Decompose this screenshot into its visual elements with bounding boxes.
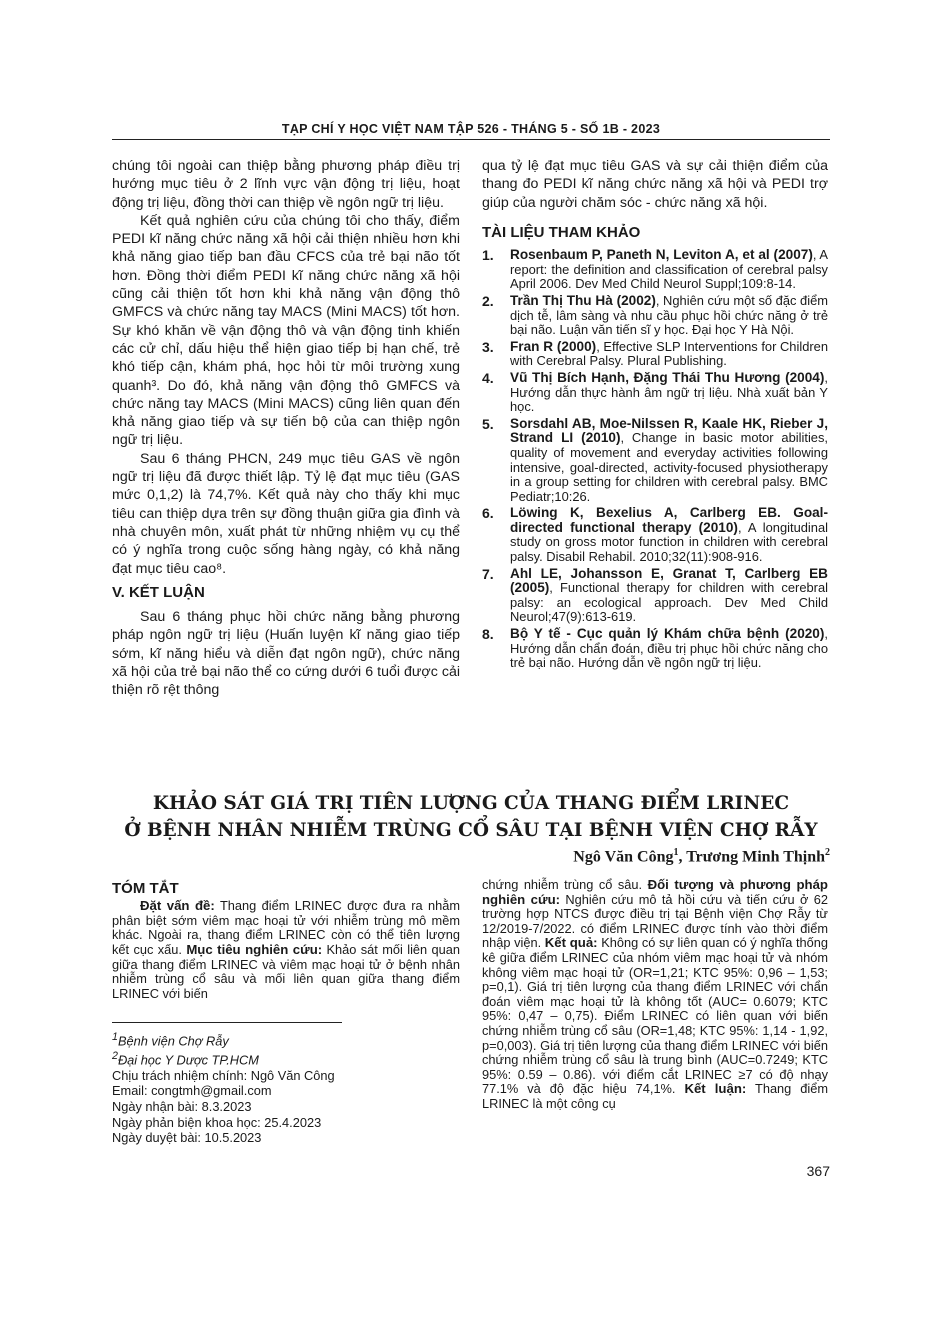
- abstract-text: chứng nhiễm trùng cổ sâu.: [482, 877, 648, 892]
- abstract-label: Kết quả:: [544, 935, 598, 951]
- reference-number: 6.: [482, 505, 494, 522]
- body-paragraph: chúng tôi ngoài can thiệp bằng phương pháp điều trị hướng mục tiêu ở 2 lĩnh vực vận động trị liệu, hoạt động trị liệu, đồng thời can thiệp về ngôn ngữ trị liệu.: [112, 158, 460, 211]
- affiliation-marker: 2: [112, 1049, 118, 1062]
- abstract-label: Đối tượng và phương pháp nghiên cứu:: [482, 877, 828, 907]
- reference-item: [482, 371, 828, 415]
- affiliation-marker: 1: [673, 847, 679, 858]
- reference-authors: Fran R (2000): [510, 338, 597, 354]
- abstract-label: Kết luận:: [684, 1081, 747, 1097]
- reference-authors: Bộ Y tế - Cục quản lý Khám chữa bệnh (2020): [510, 626, 825, 642]
- affiliation-text: Bệnh viện Chợ Rẫy: [117, 1033, 229, 1049]
- title-line: KHẢO SÁT GIÁ TRỊ TIÊN LƯỢNG CỦA THANG ĐIỂM LRINEC: [152, 793, 790, 814]
- page-number: 367: [806, 1163, 830, 1179]
- conclusion-heading: V. KẾT LUẬN: [112, 583, 205, 601]
- abstract-heading: TÓM TẮT: [112, 880, 179, 897]
- reference-text: , A report: the definition and classification of cerebral palsy April 2006. Dev Med Child Neurol Suppl;109:8-14.: [510, 247, 828, 292]
- affiliation-2: [112, 1049, 460, 1068]
- reference-number: 3.: [482, 338, 494, 355]
- reference-number: 4.: [482, 369, 494, 386]
- reference-authors: Sorsdahl AB, Moe-Nilssen R, Kaale HK, Rieber J, Strand LI (2010): [510, 415, 828, 446]
- abstract-paragraph: [112, 899, 460, 1001]
- reference-number: 8.: [482, 626, 494, 643]
- reference-number: 1.: [482, 247, 494, 264]
- abstract-text: Không có sự liên quan có ý nghĩa thống kê giữa điểm LRINEC của nhóm viêm mạc hoại tử và nhóm không viêm mạc hoại tử (OR=1,21; KTC 95%: 0,96 – 1,53; p=0,1). Giá trị tiên lượng của thang điểm LRINEC với chẩn đoán viêm mạc hoại tử là không tốt (AUC= 0.6079; KTC 95%: 0,47 – 0,75). Điểm LRINEC có liên quan với biến chứng nhiễm trùng cổ sâu (OR=1,48; KTC 95%: 1,14 - 1,92, p=0,003). Giá trị tiên lượng của thang điểm LRINEC với biến chứng nhiễm trùng cổ sâu là trung bình (AUC=0.7249; KTC 95%: 0.59 – 0.86). với điểm cắt LRINEC ≥7 có độ nhạy 77.1% và độ đặc hiệu 74,1%.: [482, 935, 828, 1097]
- reference-number: 2.: [482, 292, 494, 309]
- reference-authors: Vũ Thị Bích Hạnh, Đặng Thái Thu Hương (2004): [510, 369, 825, 385]
- abstract-text: Thang điểm LRINEC được đưa ra nhằm phân biệt sớm viêm mạc hoại tử với nhiễm trùng mô mềm khác. Ngoài ra, thang điểm LRINEC còn có thể tiên lượng kết cục xấu.: [112, 898, 460, 958]
- abstract-text: Thang điểm LRINEC là một công cụ: [482, 1081, 828, 1111]
- abstract-text: Nghiên cứu mô tả hồi cứu và tiến cứu ở 62 trường hợp NTCS được điều trị tại Bệnh viện Chợ Rẫy từ 12/2019-7/2022. có điểm LRINEC được tính vào thời điểm nhập viện.: [482, 891, 828, 951]
- affiliation-text: Đại học Y Dược TP.HCM: [117, 1052, 259, 1068]
- reference-item: [482, 627, 828, 671]
- affiliation-1: [112, 1030, 460, 1049]
- abstract-label: Đặt vấn đề:: [140, 898, 215, 914]
- reference-list: [482, 248, 828, 671]
- header-rule: [112, 139, 830, 140]
- reference-authors: Ahl LE, Johansson E, Granat T, Carlberg EB (2005): [510, 565, 828, 596]
- reference-item: [482, 567, 828, 625]
- reference-authors: Löwing K, Bexelius A, Carlberg EB. Goal-directed functional therapy (2010): [510, 505, 828, 535]
- reference-item: [482, 294, 828, 338]
- reference-item: [482, 340, 828, 369]
- reference-item: [482, 248, 828, 292]
- reference-authors: Rosenbaum P, Paneth N, Leviton A, et al (2007): [510, 247, 813, 263]
- author-name: Ngô Văn Công: [573, 848, 674, 866]
- accepted-date: Ngày duyệt bài: 10.5.2023: [112, 1130, 262, 1146]
- reference-text: , Nghiên cứu một số đặc điểm dịch tễ, lâm sàng và nhu cầu phục hồi chức năng ở trẻ bại não. Luận văn tiến sĩ y học. Đại học Y Hà Nội.: [510, 292, 828, 338]
- corresponding-author: Chịu trách nhiệm chính: Ngô Văn Công: [112, 1067, 335, 1083]
- footnotes: [112, 1030, 460, 1146]
- article-title: [112, 790, 830, 844]
- reference-text: , Effective SLP Interventions for Children with Cerebral Palsy. Plural Publishing.: [510, 338, 829, 369]
- right-column: [482, 157, 828, 673]
- reference-item: [482, 506, 828, 564]
- reference-text: , Change in basic motor abilities, quality of movement and everyday activities following intensive, goal-directed, activity-focused physiotherapy in a group setting for children with cerebral palsy. BMC Pediatr;10:26.: [510, 430, 829, 504]
- footnote-rule: [112, 1022, 342, 1023]
- affiliation-marker: 1: [112, 1031, 118, 1043]
- reference-text: , Functional therapy for children with cerebral palsy: an ecological approach. Dev Med Child Neurol;47(9):613-619.: [510, 580, 828, 625]
- conclusion-paragraph: Sau 6 tháng phục hồi chức năng bằng phương pháp ngôn ngữ trị liệu (Huấn luyện kĩ năng giao tiếp sớm, kĩ năng hiểu và diễn đạt ngôn ngữ), chức năng xã hội của trẻ bại não thể co cứng dưới 6 tuổi được cải thiện rõ rệt thông: [112, 609, 460, 699]
- reviewed-date: Ngày phản biện khoa học: 25.4.2023: [112, 1114, 322, 1130]
- reference-number: 5.: [482, 415, 494, 432]
- abstract-paragraph: [482, 878, 828, 1112]
- reference-number: 7.: [482, 565, 494, 582]
- received-date: Ngày nhận bài: 8.3.2023: [112, 1098, 252, 1114]
- abstract-label: Mục tiêu nghiên cứu:: [186, 942, 323, 958]
- title-line: Ở BỆNH NHÂN NHIỄM TRÙNG CỔ SÂU TẠI BỆNH VIỆN CHỢ RẪY: [124, 820, 818, 841]
- author-name: Trương Minh Thịnh: [686, 848, 825, 866]
- references-heading: TÀI LIỆU THAM KHẢO: [482, 223, 641, 241]
- body-paragraph: Kết quả nghiên cứu của chúng tôi cho thấy, điểm PEDI kĩ năng chức năng xã hội cải thiện nhiều hơn khi khả năng giao tiếp ban đầu CFCS của trẻ bại não tốt hơn. Đồng thời điểm PEDI kĩ năng chức năng xã hội cũng cải thiện tốt hơn khi khả năng vận động thô GMFCS và chức năng tay MACS (Mini MACS) tốt hơn. Sự khó khăn về vận động thô và vận động tinh khiến các cử chỉ, dấu hiệu thể hiện giao tiếp bị hạn chế, trẻ khó tiếp cận, khám phá, học hỏi từ môi trường xung quanh³. Do đó, khả năng vận động thô GMFCS và chức năng tay MACS (Mini MACS) cũng liên quan đến khả năng giao tiếp và sự tiến bộ của can thiệp ngôn ngữ trị liệu.: [112, 212, 460, 449]
- reference-authors: Trần Thị Thu Hà (2002): [510, 292, 656, 308]
- abstract-left: [112, 880, 460, 1001]
- left-column: [112, 157, 460, 700]
- affiliation-marker: 2: [825, 847, 830, 858]
- author-line: [573, 847, 830, 866]
- abstract-right: [482, 878, 828, 1112]
- journal-header: TẠP CHÍ Y HỌC VIỆT NAM TẬP 526 - THÁNG 5 - SỐ 1B - 2023: [281, 122, 661, 136]
- reference-text: , A longitudinal study on gross motor function in children with cerebral palsy. Disabil Rehabil. 2010;32(11):908-916.: [510, 519, 828, 565]
- conclusion-continued: qua tỷ lệ đạt mục tiêu GAS và sự cải thiện điểm của thang đo PEDI kĩ năng chức năng xã hội và PEDI trợ giúp của người chăm sóc - chức năng xã hội.: [482, 158, 828, 211]
- author-separator: ,: [678, 848, 687, 866]
- reference-text: , Hướng dẫn thực hành âm ngữ trị liệu. Nhà xuất bản Y học.: [510, 369, 828, 415]
- body-paragraph: Sau 6 tháng PHCN, 249 mục tiêu GAS về ngôn ngữ trị liệu đã được thiết lập. Tỷ lệ đạt mục tiêu (GAS mức 0,1,2) là 74,7%. Kết quả này cho thấy khi mục tiêu can thiệp dựa trên sự đồng thuận giữa gia đình và nhà chuyên môn, xuất phát từ những nhiệm vụ cụ thể có ý nghĩa trong cuộc sống hàng ngày, có khả năng đạt mục tiêu cao⁸.: [112, 450, 460, 577]
- reference-text: , Hướng dẫn chẩn đoán, điều trị phục hồi chức năng cho trẻ bại não. Hướng dẫn về ngôn ngữ trị liệu.: [510, 626, 828, 671]
- reference-item: [482, 417, 828, 505]
- abstract-text: Khảo sát mối liên quan giữa thang điểm LRINEC và viêm mạc hoại tử ở bệnh nhân nhiễm trùng cổ sâu và mối liên quan giữa thang điểm LRINEC với biến: [112, 942, 460, 1001]
- email: Email: congtmh@gmail.com: [112, 1083, 272, 1099]
